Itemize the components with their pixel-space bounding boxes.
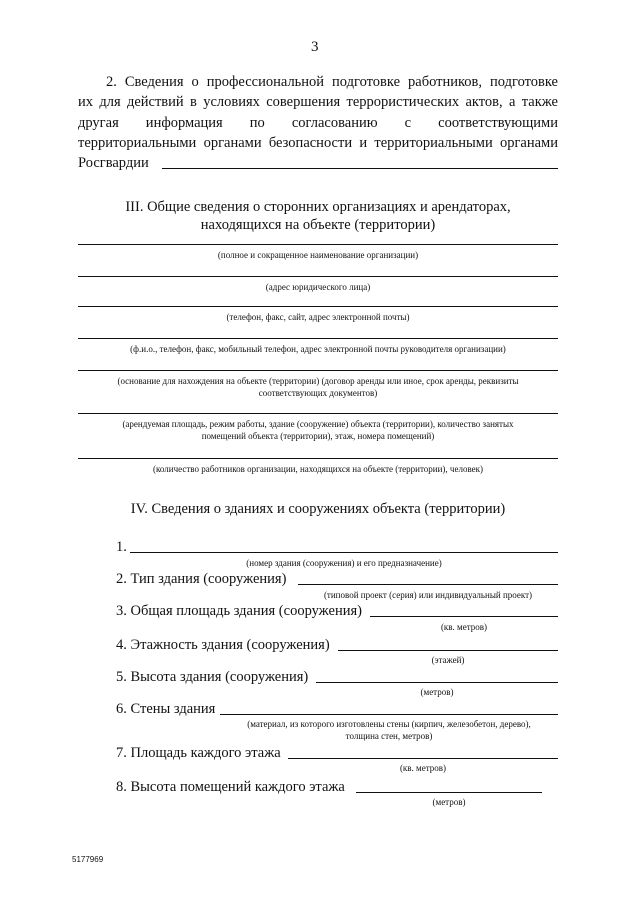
legal-address-caption: (адрес юридического лица) bbox=[265, 282, 371, 292]
workers-caption: (количество работников организации, находящихся на объекте (территории), человек) bbox=[152, 464, 484, 474]
section3-heading-line-2: находящихся на объекте (территории) bbox=[200, 217, 436, 233]
item1-caption: (номер здания (сооружения) и его предназначение) bbox=[246, 558, 442, 568]
item6-label: 6. Стены здания bbox=[116, 701, 216, 717]
item1-line bbox=[130, 552, 558, 553]
item7-line bbox=[288, 758, 558, 759]
item2-line bbox=[298, 584, 558, 585]
item4-label: 4. Этажность здания (сооружения) bbox=[116, 637, 330, 653]
item5-caption: (метров) bbox=[420, 687, 454, 697]
rental-caption-2: помещений объекта (территории), этаж, номера помещений) bbox=[201, 431, 435, 441]
workers-line bbox=[78, 458, 558, 459]
section2-line-1: 2. Сведения о профессиональной подготовке работников, подготовке bbox=[106, 74, 558, 90]
director-line bbox=[78, 338, 558, 339]
item6-line bbox=[220, 714, 558, 715]
rental-caption-1: (арендуемая площадь, режим работы, здание (сооружение) объекта (территории), количество занятых bbox=[122, 419, 514, 429]
item7-label: 7. Площадь каждого этажа bbox=[116, 745, 281, 761]
item4-line bbox=[338, 650, 558, 651]
item4-caption: (этажей) bbox=[431, 655, 465, 665]
basis-caption-2: соответствующих документов) bbox=[258, 388, 378, 398]
section2-line-2: их для действий в условиях совершения террористических актов, а также bbox=[78, 94, 558, 110]
section2-line-4: территориальными органами безопасности и территориальными органами bbox=[78, 135, 558, 151]
item8-caption: (метров) bbox=[432, 797, 466, 807]
item6-caption-2: толщина стен, метров) bbox=[345, 731, 433, 741]
item7-caption: (кв. метров) bbox=[399, 763, 447, 773]
section2-line-3: другая информация по согласованию с соответствующими bbox=[78, 115, 558, 131]
item3-caption: (кв. метров) bbox=[440, 622, 488, 632]
contacts-line bbox=[78, 306, 558, 307]
item2-caption: (типовой проект (серия) или индивидуальный проект) bbox=[323, 590, 533, 600]
footer-document-code: 5177969 bbox=[72, 855, 104, 864]
basis-line bbox=[78, 370, 558, 371]
item8-line bbox=[356, 792, 542, 793]
item6-caption-1: (материал, из которого изготовлены стены (кирпич, железобетон, дерево), bbox=[247, 719, 531, 729]
org-name-line bbox=[78, 244, 558, 245]
item3-line bbox=[370, 616, 558, 617]
item8-label: 8. Высота помещений каждого этажа bbox=[116, 779, 345, 795]
item5-label: 5. Высота здания (сооружения) bbox=[116, 669, 309, 685]
section2-line-5: Росгвардии bbox=[78, 155, 149, 171]
item1-label: 1. bbox=[116, 539, 127, 555]
contacts-caption: (телефон, факс, сайт, адрес электронной почты) bbox=[226, 312, 410, 322]
item5-line bbox=[316, 682, 558, 683]
legal-address-line bbox=[78, 276, 558, 277]
page-number: 3 bbox=[311, 39, 319, 55]
director-caption: (ф.и.о., телефон, факс, мобильный телефон, адрес электронной почты руководителя организации) bbox=[130, 344, 506, 354]
org-name-caption: (полное и сокращенное наименование организации) bbox=[217, 250, 419, 260]
item2-label: 2. Тип здания (сооружения) bbox=[116, 571, 287, 587]
item3-label: 3. Общая площадь здания (сооружения) bbox=[116, 603, 362, 619]
basis-caption-1: (основание для нахождения на объекте (территории) (договор аренды или иное, срок аренды, реквизиты bbox=[117, 376, 519, 386]
rental-line bbox=[78, 413, 558, 414]
section4-heading: IV. Сведения о зданиях и сооружениях объекта (территории) bbox=[130, 501, 506, 517]
section2-fill-line bbox=[162, 168, 558, 169]
section3-heading-line-1: III. Общие сведения о сторонних организациях и арендаторах, bbox=[125, 199, 511, 215]
